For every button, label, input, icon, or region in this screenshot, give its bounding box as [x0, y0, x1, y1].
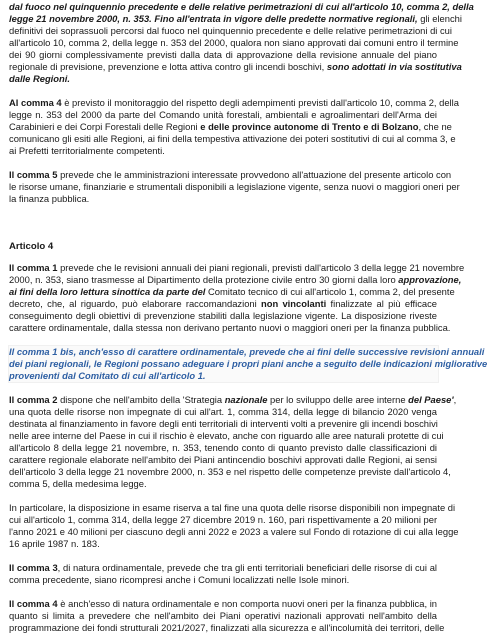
- text-line: [9, 310, 437, 322]
- text-line: [9, 574, 437, 586]
- text-line: [9, 262, 465, 274]
- text-segment: una quota delle risorse non impegnate di cui all'art. 1, comma 314, della legge di bilancio 2020 venga: [9, 406, 437, 417]
- text-segment: e delle province autonome di Trento e di Bolzano: [200, 121, 419, 132]
- text-segment: prevede che le revisioni annuali dei piani regionali, previsti dall'articolo 3 della legge 21 novembre: [57, 262, 465, 273]
- text-line: [9, 133, 456, 145]
- text-segment: l'anno 2021 e 40 milioni per ciascuno degli anni 2022 e 2023 a valere sul Fondo di rotazione di cui alla legge: [9, 526, 459, 537]
- text-segment: finalizzate al più efficace: [326, 298, 438, 309]
- text-segment: carattere ordinamentale, dalla stessa non derivano pertanto nuovi o maggiori oneri per la finanza pubblica.: [9, 322, 451, 333]
- text-segment: sono adottati in via sostitutiva: [326, 61, 462, 72]
- text-segment: Comitato tecnico di cui all'articolo 1, comma 2, del presente: [205, 286, 455, 297]
- text-line: [9, 169, 452, 181]
- text-segment: dal fuoco nel quinquennio precedente e delle relative perimetrazioni di cui all'articolo 10, comma 2, della: [9, 1, 474, 12]
- text-segment: Il comma 2: [9, 394, 58, 405]
- text-segment: dalle Regioni.: [9, 73, 70, 84]
- text-line: [9, 538, 437, 550]
- text-segment: dispone che nell'ambito della 'Strategia: [57, 394, 225, 405]
- text-line: [9, 562, 437, 574]
- text-segment: regionale di previsione, prevenzione e lotta attiva contro gli incendi boschivi,: [9, 61, 327, 72]
- text-segment: Il comma 3: [9, 562, 58, 573]
- text-segment: destinata al finanziamento in favore degli enti territoriali di interventi volti a prevenire gli incendi boschivi: [9, 418, 438, 429]
- text-segment: ai Prefetti territorialmente competenti.: [9, 145, 165, 156]
- text-line: [9, 13, 462, 25]
- text-segment: per lo sviluppo delle aree interne: [267, 394, 409, 405]
- text-line: [9, 346, 485, 358]
- text-segment: ai fini della loro lettura sinottica da parte del: [9, 286, 206, 297]
- text-line: [9, 121, 452, 133]
- text-segment: ,: [453, 394, 457, 405]
- text-line: [9, 526, 459, 538]
- text-segment: le risorse umane, finanziarie e strumentali disponibili a legislazione vigente, senza nuovi o maggiori oneri per: [9, 181, 460, 192]
- text-line: [9, 49, 437, 61]
- text-segment: è anch'esso di natura ordinamentale e non comporta nuovi oneri per la finanza pubblica, in: [57, 598, 437, 609]
- text-line: [9, 622, 445, 634]
- text-line: [9, 358, 487, 370]
- text-line: [9, 193, 437, 205]
- text-segment: Il comma 1: [9, 262, 58, 273]
- text-line: [9, 37, 459, 49]
- text-line: [9, 286, 455, 298]
- text-segment: 2000, n. 353, siano trasmesse al Dipartimento della protezione civile entro 30 giorni dalla loro: [9, 274, 399, 285]
- text-line: [9, 598, 437, 610]
- text-line: [9, 370, 437, 382]
- text-segment: comma 5, della medesima legge.: [9, 478, 147, 489]
- text-segment: definitivi dei soprassuoli percorsi dal fuoco nel quinquennio precedente e delle relative perimetrazioni di cui: [9, 25, 452, 36]
- text-line: [9, 322, 451, 334]
- text-segment: provenienti dal Comitato di cui all'articolo 1.: [9, 370, 206, 381]
- text-segment: Articolo 4: [9, 241, 54, 252]
- text-segment: prevede che le amministrazioni interessate provvedono all'attuazione del presente articolo con: [57, 169, 452, 180]
- text-line: [9, 97, 459, 109]
- text-line: [9, 298, 437, 310]
- text-line: [9, 430, 444, 442]
- text-line: [9, 109, 437, 121]
- text-line: [9, 610, 437, 622]
- text-segment: del Paese': [408, 394, 454, 405]
- text-line: [9, 145, 437, 157]
- text-segment: legge n. 353 del 2000 da parte del Comando unità forestali, ambientali e agroalimentari dell'Arma dei: [9, 109, 437, 120]
- text-segment: , di natura ordinamentale, prevede che tra gli enti territoriali beneficiari delle risorse di cui al: [57, 562, 437, 573]
- text-line: [9, 1, 474, 13]
- text-segment: programmazione dei fondi strutturali 2021/2027, finalizzati alla sicurezza e all'incolumità dei territori, delle: [9, 622, 445, 633]
- text-segment: Il comma 1 bis, anch'esso di carattere ordinamentale, prevede che ai fini delle successive revisioni annuali: [9, 346, 485, 357]
- text-line: [9, 418, 437, 430]
- text-line: [9, 73, 437, 85]
- text-segment: Il comma 5: [9, 169, 58, 180]
- text-segment: 16 aprile 1987 n. 183.: [9, 538, 100, 549]
- text-segment: comma precedente, siano ricompresi anche i Comuni localizzati nelle Isole minori.: [9, 574, 350, 585]
- text-segment: dei 90 giorni complessivamente previsti dalla data di approvazione della revisione annuale del piano: [9, 49, 437, 60]
- text-segment: In particolare, la disposizione in esame riserva a tal fine una quota delle risorse disponibili non impegnate di: [9, 502, 456, 513]
- text-line: [9, 240, 437, 252]
- text-segment: approvazione,: [398, 274, 462, 285]
- text-segment: non vincolanti: [261, 298, 327, 309]
- text-line: [9, 274, 462, 286]
- text-segment: è previsto il monitoraggio del rispetto degli adempimenti previsti dall'articolo 10, comma 2, della: [61, 97, 459, 108]
- text-segment: comunicano gli esiti alle Regioni, ai fini della tempestiva attivazione dei poteri sostitutivi di cui al comma 3, e: [9, 133, 456, 144]
- text-segment: carattere regionale elaborate nell'ambito dei Piani antincendio boschivi approvati dalle Regioni, ai sensi: [9, 454, 437, 465]
- text-segment: Al comma 4: [9, 97, 62, 108]
- text-segment: , che ne: [418, 121, 452, 132]
- text-line: [9, 406, 437, 418]
- text-line: [9, 181, 460, 193]
- text-segment: dei piani regionali, le Regioni possano adeguare i propri piani anche a seguito delle indicazioni migliorative: [9, 358, 487, 369]
- text-segment: nazionale: [224, 394, 268, 405]
- text-segment: la finanza pubblica.: [9, 193, 90, 204]
- text-line: [9, 466, 451, 478]
- text-segment: decreto, che, al riguardo, può elaborare raccomandazioni: [9, 298, 261, 309]
- text-line: [9, 514, 437, 526]
- text-line: [9, 25, 452, 37]
- text-segment: gli elenchi: [417, 13, 462, 24]
- text-segment: cui all'articolo 1, comma 314, della legge 27 dicembre 2019 n. 160, pari rispettivamente a 20 milioni per: [9, 514, 438, 525]
- text-segment: quanto si limita a prevedere che nell'ambito dei Piani operativi nazionali approvati nell'ambito della: [9, 610, 437, 621]
- text-line: [9, 454, 437, 466]
- text-segment: Carabinieri e dei Corpi Forestali delle Regioni: [9, 121, 201, 132]
- text-segment: all'articolo 10, comma 2, della legge n. 353 del 2000, qualora non siano approvati dai comuni entro il termine: [9, 37, 459, 48]
- text-line: [9, 394, 457, 406]
- text-segment: nelle aree interne del Paese in cui il rischio è elevato, anche con riguardo alle aree naturali protette di cui: [9, 430, 444, 441]
- text-segment: dell'articolo 3 della legge 21 novembre 2000, n. 353 e nel rispetto delle competenze previste dall'articolo 4,: [9, 466, 451, 477]
- text-line: [9, 61, 462, 73]
- text-line: [9, 502, 456, 514]
- text-line: [9, 478, 437, 490]
- text-line: [9, 442, 437, 454]
- text-segment: conseguimento degli obiettivi di prevenzione stabiliti dalla legislazione vigente. La disposizione riveste: [9, 310, 437, 321]
- text-segment: Il comma 4: [9, 598, 58, 609]
- text-segment: all'articolo 8 della legge 21 novembre, n. 353, tenendo conto di quanto previsto dalle classificazioni di: [9, 442, 437, 453]
- text-segment: legge 21 novembre 2000, n. 353. Fino all'entrata in vigore delle predette normative regionali,: [9, 13, 418, 24]
